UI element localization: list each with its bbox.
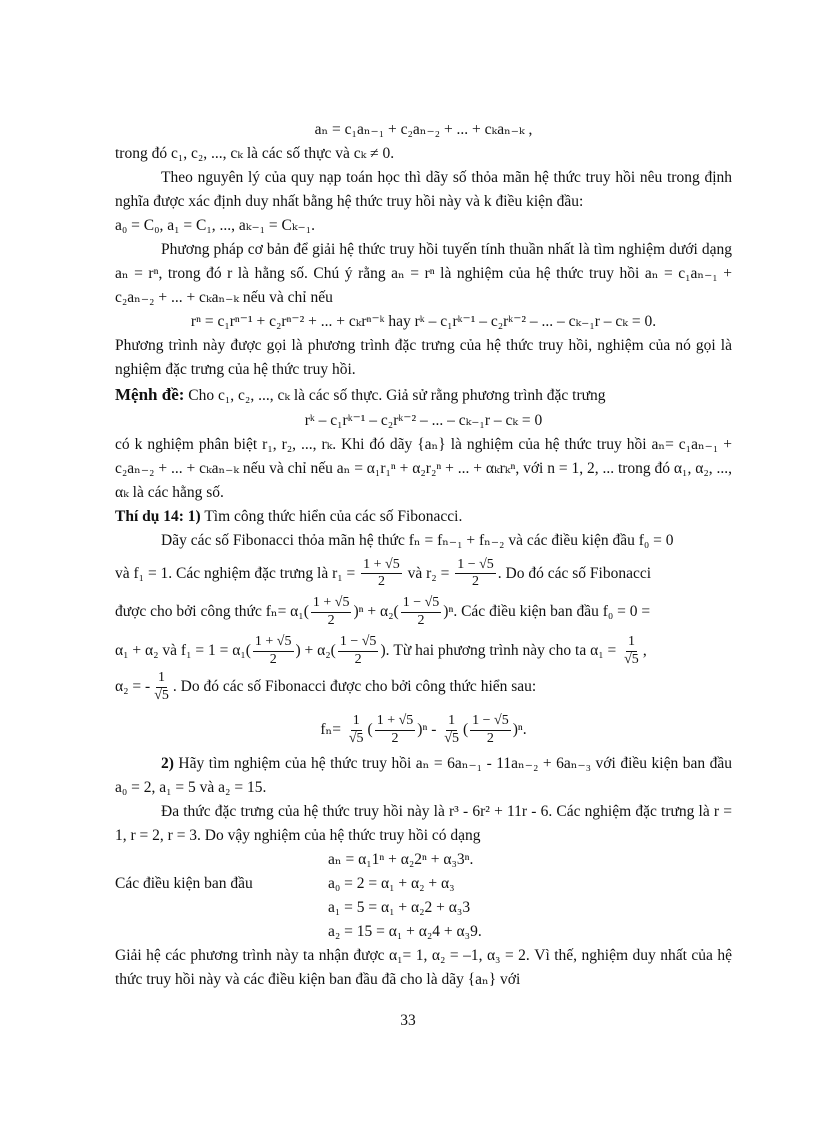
page-body [115, 118, 732, 992]
example2-polynomial: Đa thức đặc trưng của hệ thức truy hồi này là r³ - 6r² + 11r - 6. Các nghiệm đặc trưng là r = 1, r = 2, r = 3. Do vậy nghiệm của hệ thức truy hồi có dạng [115, 802, 732, 844]
example-heading [115, 505, 732, 529]
characteristic-equation-long: rⁿ = c₁rⁿ⁻¹ + c₂rⁿ⁻² + ... + cₖrⁿ⁻ᵏ hay rᵏ – c₁rᵏ⁻¹ – c₂rᵏ⁻² – ... – cₖ₋₁r – cₖ = 0. [190, 313, 657, 331]
fraction-alpha1 [622, 634, 641, 669]
formula-text-a: được cho bởi công thức fₙ= α₁( [115, 603, 309, 621]
fraction-plus [375, 713, 416, 748]
example2-heading [115, 752, 732, 800]
fraction-numerator: 1 [351, 713, 362, 731]
proposition-label: Mệnh đề: [115, 385, 185, 405]
example2-condition-1: a₁ = 5 = α₁ + α₂2 + α₃3 [328, 898, 471, 916]
fn-text-a: fₙ= [320, 720, 341, 738]
fraction-one-over-sqrt5 [442, 713, 461, 748]
fraction-numerator: 1 − √5 [338, 634, 379, 652]
initial-conditions: a₀ = C₀, a₁ = C₁, ..., aₖ₋₁ = Cₖ₋₁. [115, 217, 315, 235]
fraction-minus [470, 713, 511, 748]
induction-paragraph: Theo nguyên lý của quy nạp toán học thì dãy số thỏa mãn hệ thức truy hồi nêu trong định nghĩa được xác định duy nhất bằng hệ thức truy hồi này và k điều kiện đầu: [115, 169, 732, 211]
proposition [115, 382, 732, 408]
alpha2-text-b: . Do đó các số Fibonacci được cho bởi công thức hiển sau: [172, 678, 537, 696]
fraction-denominator: 2 [269, 651, 277, 667]
fn-text-d: ( [462, 720, 469, 738]
fibonacci-roots-line [115, 557, 732, 592]
characteristic-description: Phương trình này được gọi là phương trình đặc trưng của hệ thức truy hồi, nghiệm của nó gọi là nghiệm đặc trưng của hệ thức truy hồi. [115, 337, 732, 379]
fraction-numerator: 1 + √5 [375, 713, 416, 731]
fraction-numerator: 1 + √5 [253, 634, 294, 652]
fraction-denominator: 2 [377, 574, 385, 590]
explicit-fibonacci-formula [115, 713, 732, 748]
fraction-denominator: 2 [471, 574, 479, 590]
fraction-numerator: 1 − √5 [455, 557, 496, 575]
example-label: Thí dụ 14: 1) [115, 507, 201, 525]
fraction-numerator: 1 − √5 [401, 595, 442, 613]
fraction-denominator: 2 [417, 613, 425, 628]
recurrence-formula: aₙ = c₁aₙ₋₁ + c₂aₙ₋₂ + ... + cₖaₙ₋ₖ , [314, 121, 533, 138]
fraction-numerator: 1 [446, 713, 457, 731]
conditions-text-a: α₁ + α₂ và f₁ = 1 = α₁( [115, 641, 251, 659]
example2-text: Hãy tìm nghiệm của hệ thức truy hồi aₙ = 6aₙ₋₁ - 11aₙ₋₂ + 6aₙ₋₃ với điều kiện ban đầu a₀ = 2, a₁ = 5 và a₂ = 15. [115, 754, 732, 796]
fn-text-b: ( [367, 720, 373, 738]
fraction-denominator: √5 [348, 730, 364, 746]
fraction-numerator: 1 [626, 634, 637, 652]
fibonacci-intro: Dãy các số Fibonacci thỏa mãn hệ thức fₙ = fₙ₋₁ + fₙ₋₂ và các điều kiện đầu f₀ = 0 [161, 531, 674, 549]
initial-conditions-line [115, 634, 732, 669]
fraction-numerator: 1 [156, 670, 167, 688]
fraction-numerator: 1 + √5 [311, 595, 352, 613]
fraction-one-over-sqrt5 [347, 713, 366, 748]
conditions-text-d: , [642, 641, 647, 659]
conditions-text-c: ). Từ hai phương trình này cho ta α₁ = [380, 641, 617, 659]
example-title: Tìm công thức hiển của các số Fibonacci. [200, 507, 463, 525]
fraction-plus [311, 595, 352, 630]
fraction-denominator: 2 [354, 651, 362, 667]
fibonacci-formula-line [115, 595, 732, 630]
fraction-denominator: 2 [327, 613, 335, 628]
fraction-denominator: √5 [444, 730, 459, 746]
fn-text-c: )ⁿ - [417, 720, 437, 738]
fn-text-e: )ⁿ. [512, 720, 527, 738]
coefficient-note: trong đó c₁, c₂, ..., cₖ là các số thực và cₖ ≠ 0. [115, 145, 395, 163]
proposition-text: Cho c₁, c₂, ..., cₖ là các số thực. Giả sử rằng phương trình đặc trưng [184, 387, 606, 405]
conditions-text-b: ) + α₂( [295, 641, 336, 659]
alpha2-line [115, 670, 732, 705]
formula-text-b: )ⁿ + α₂( [353, 603, 399, 621]
example2-condition-label: Các điều kiện ban đầu [115, 874, 253, 892]
method-paragraph: Phương pháp cơ bản để giải hệ thức truy hồi tuyến tính thuần nhất là tìm nghiệm dưới dạng aₙ = rⁿ, trong đó r là hằng số. Chú ý rằng aₙ = rⁿ là nghiệm của hệ thức truy hồi aₙ = c₁aₙ₋₁ + c₂aₙ₋₂ + ... + cₖaₙ₋ₖ nếu và chỉ nếu [115, 241, 732, 307]
alpha2-text-a: α₂ = - [115, 678, 151, 696]
fraction-denominator: 2 [486, 730, 494, 746]
fraction-root1 [361, 557, 402, 592]
fraction-numerator: 1 + √5 [361, 557, 402, 575]
roots-text-a: và f₁ = 1. Các nghiệm đặc trưng là r₁ = [115, 564, 356, 582]
page-number: 33 [400, 1012, 416, 1029]
example2-condition-2: a₂ = 15 = α₁ + α₂4 + α₃9. [328, 922, 482, 940]
formula-text-c: )ⁿ. Các điều kiện ban đầu f₀ = 0 = [443, 603, 651, 621]
fraction-minus [401, 595, 442, 630]
fraction-alpha2 [152, 670, 171, 705]
example2-solution: Giải hệ các phương trình này ta nhận được α₁= 1, α₂ = –1, α₃ = 2. Vì thế, nghiệm duy nhất của hệ thức truy hồi này và các điều kiện ban đầu đã cho là dãy {aₙ} với [115, 946, 732, 988]
fraction-numerator: 1 − √5 [470, 713, 511, 731]
example2-label: 2) [161, 754, 174, 772]
fraction-minus [338, 634, 379, 669]
fraction-denominator: √5 [154, 688, 169, 704]
proposition-equation: rᵏ – c₁rᵏ⁻¹ – c₂rᵏ⁻² – ... – cₖ₋₁r – cₖ = 0 [304, 411, 543, 429]
fraction-plus [253, 634, 294, 669]
roots-text-b: và r₂ = [407, 564, 450, 582]
fraction-denominator: √5 [624, 651, 639, 667]
roots-text-c: . Do đó các số Fibonacci [497, 564, 652, 582]
fraction-denominator: 2 [391, 730, 399, 746]
example2-solution-form: aₙ = α₁1ⁿ + α₂2ⁿ + α₃3ⁿ. [328, 850, 474, 868]
example2-condition-row [115, 872, 732, 896]
proposition-body: có k nghiệm phân biệt r₁, r₂, ..., rₖ. Khi đó dãy {aₙ} là nghiệm của hệ thức truy hồi aₙ= c₁aₙ₋₁ + c₂aₙ₋₂ + ... + cₖaₙ₋ₖ nếu và chỉ nếu aₙ = α₁r₁ⁿ + α₂r₂ⁿ + ... + αₖrₖⁿ, với n = 1, 2, ... trong đó α₁, α₂, ..., αₖ là các hằng số. [115, 435, 732, 501]
example2-condition-0: a₀ = 2 = α₁ + α₂ + α₃ [328, 874, 455, 892]
fraction-root2 [455, 557, 496, 592]
